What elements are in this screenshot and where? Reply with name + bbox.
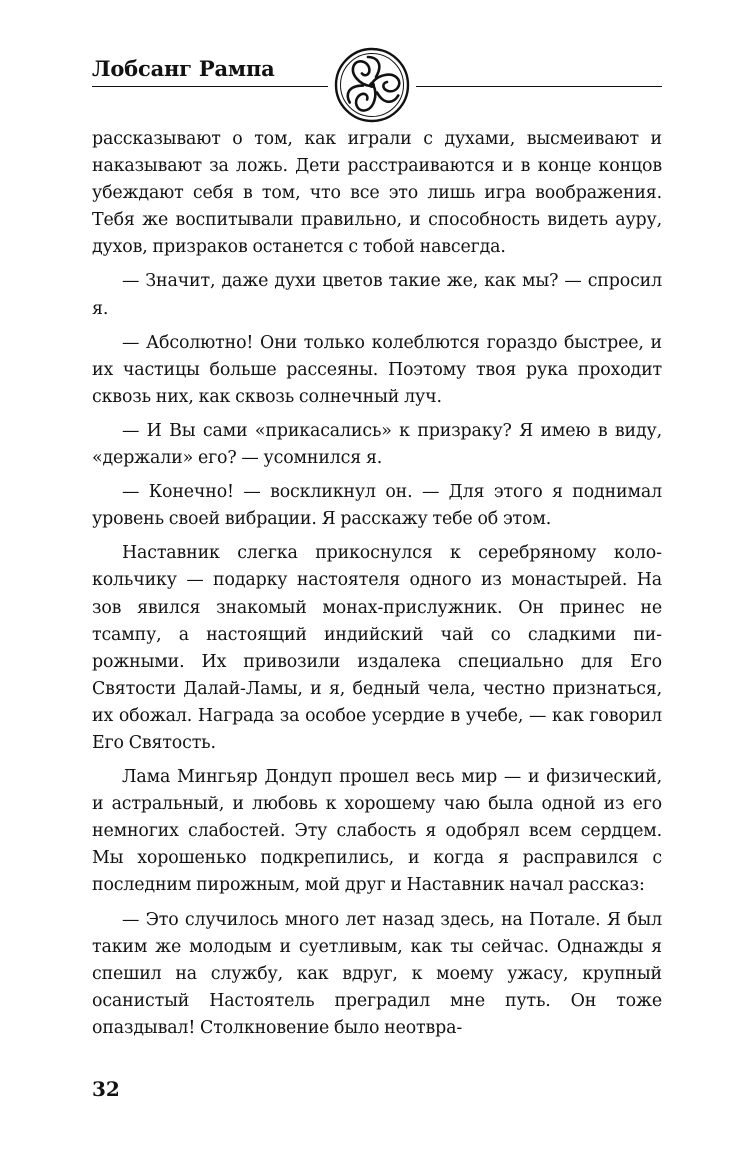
running-head-author: Лобсанг Рампа: [92, 56, 275, 81]
page-number: 32: [92, 1077, 120, 1101]
paragraph: — Конечно! — воскликнул он. — Для этого я поднимал уровень своей вибрации. Я расскажу тебе об этом.: [92, 482, 662, 530]
page-body-text: [92, 126, 662, 1049]
paragraph: рассказывают о том, как играли с духами, высмеивают и наказывают за ложь. Дети расстраиваются и в конце концов убеждают себя в том, что все это лишь игра воображения. Тебя же воспитывали правильно, и способность видеть ауру, духов, призраков останется с тобой навсегда.: [92, 129, 662, 258]
paragraph: Лама Мингьяр Дондуп прошел весь мир — и физический, и астральный, и любовь к хорошему чаю была одной из его немногих слабостей. Эту слабость я одобрял всем сердцем. Мы хорошенько подкрепились, и когда я расправился с последним пирожным, мой друг и Наставник начал рассказ:: [92, 767, 662, 896]
header-rule-left: [92, 86, 328, 87]
header-rule-right: [416, 86, 662, 87]
triskelion-emblem-icon: [332, 45, 412, 125]
paragraph: — Абсолютно! Они только колеблются гораздо быстрее, и их частицы больше рассеяны. Поэтому твоя рука проходит сквозь них, как сквозь солнечный луч.: [92, 332, 662, 407]
running-header: [92, 40, 662, 120]
paragraph: — Это случилось много лет назад здесь, на Потале. Я был таким же молодым и суетливым, как ты сейчас. Однажды я спешил на службу, как вдруг, к моему ужасу, крупный осанистый Настоятель преградил мне путь. Он тоже опаздывал! Столкновение было неотвра-: [92, 909, 662, 1038]
paragraph: — Значит, даже духи цветов такие же, как мы? — спросил я.: [92, 271, 662, 319]
paragraph: Наставник слегка прикоснулся к серебряному колокольчику — подарку настоятеля одного из монастырей. На зов явился знакомый монах-прислужник. Он принес не тсампу, а настоящий индийский чай со сладкими пирожными. Их привозили издалека специально для Его Святости Далай-Ламы, и я, бедный чела, честно признаться, их обожал. Награда за особое усердие в учебе, — как говорил Его Святость.: [92, 543, 662, 753]
paragraph: — И Вы сами «прикасались» к призраку? Я имею в виду, «держали» его? — усомнился я.: [92, 420, 662, 469]
